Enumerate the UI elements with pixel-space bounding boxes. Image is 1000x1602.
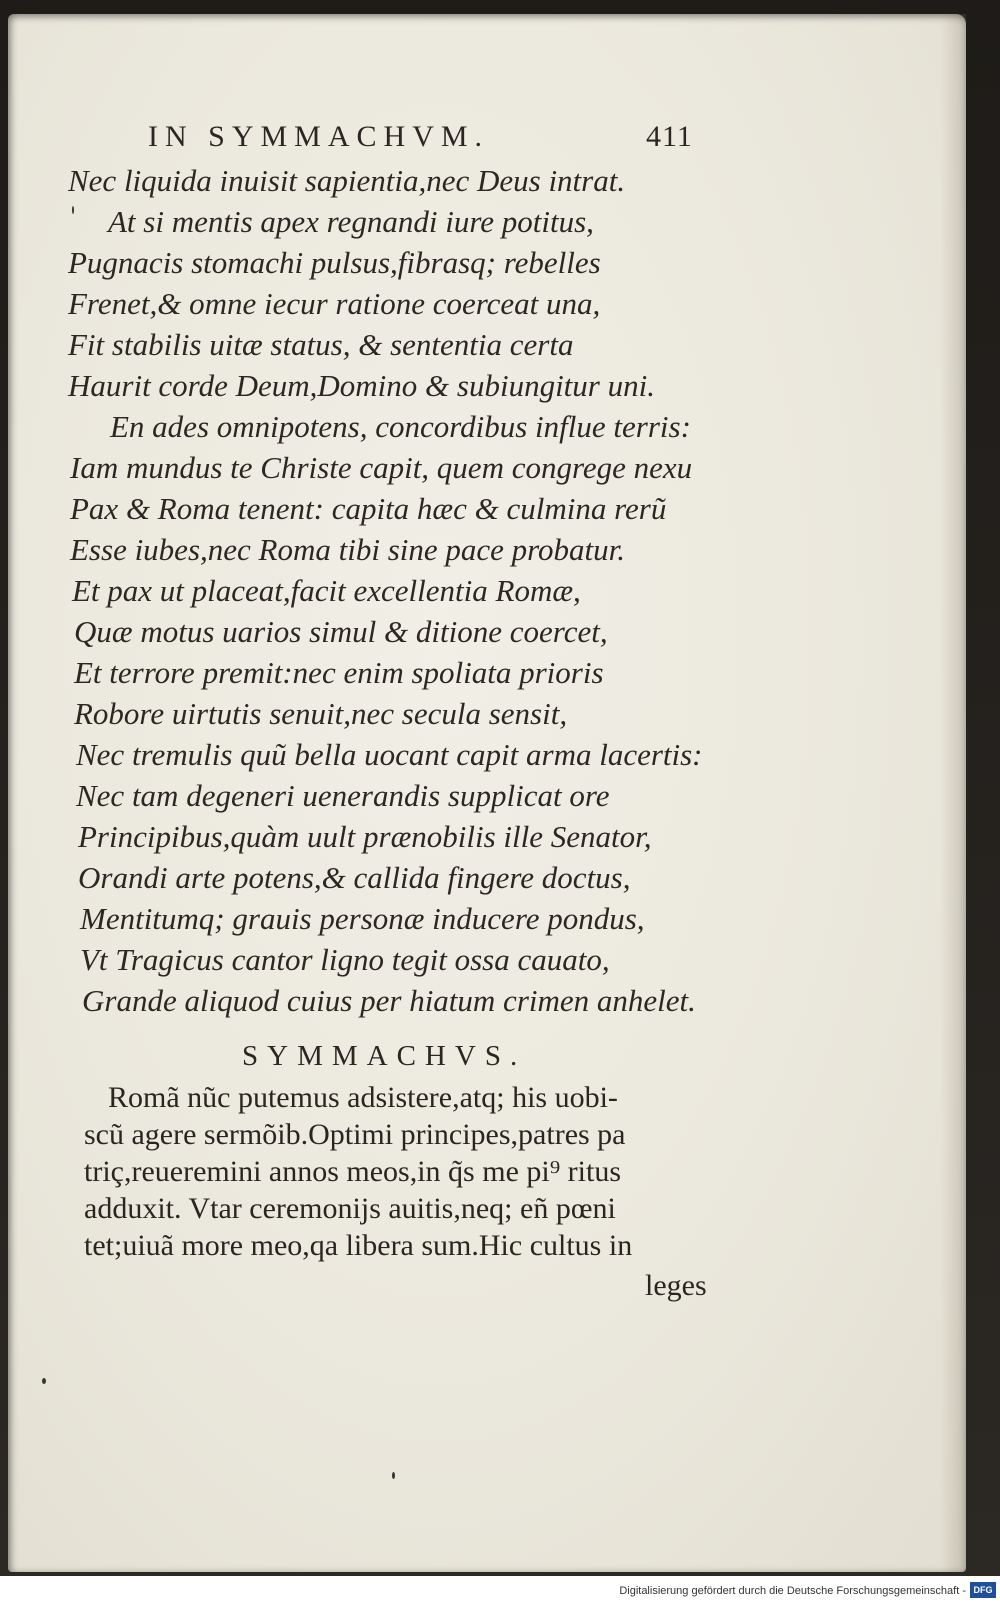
page-number: 411: [646, 120, 693, 153]
verse-line: Frenet,& omne iecur ratione coerceat una,: [68, 286, 601, 321]
verse-line: Orandi arte potens,& callida fingere doctus,: [78, 860, 631, 895]
verse-line: Nec liquida inuisit sapientia,nec Deus intrat.: [68, 163, 626, 198]
prose-line: adduxit. Vtar ceremonijs auitis,neq; eñ pœni: [84, 1192, 616, 1225]
verse-line: Quæ motus uarios simul & ditione coercet,: [74, 614, 608, 649]
ink-speck: [42, 1378, 46, 1384]
prose-line: tet;uiuã more meo,qa libera sum.Hic cultus in: [84, 1229, 633, 1262]
prose-line: Romã nũc putemus adsistere,atq; his uobi-: [108, 1081, 618, 1114]
catchword: leges: [645, 1269, 707, 1302]
verse-line: Vt Tragicus cantor ligno tegit ossa cauato,: [80, 942, 610, 977]
ink-speck: [72, 206, 74, 214]
running-head-title: IN SYMMACHVM.: [148, 120, 490, 153]
verse-line: Iam mundus te Christe capit, quem congrege nexu: [70, 450, 693, 485]
prose-line: scũ agere sermõib.Optimi principes,patres pa: [84, 1118, 626, 1151]
verse-line: Nec tam degeneri uenerandis supplicat ore: [76, 778, 610, 813]
verse-line: Mentitumq; grauis personæ inducere pondus,: [80, 901, 645, 936]
verse-line: Pax & Roma tenent: capita hæc & culmina rerũ: [70, 491, 667, 526]
verse-line: Haurit corde Deum,Domino & subiungitur uni.: [68, 368, 655, 403]
verse-line: Robore uirtutis senuit,nec secula sensit,: [74, 696, 568, 731]
section-heading: SYMMACHVS.: [242, 1040, 527, 1072]
dfg-logo[interactable]: DFG: [970, 1582, 996, 1598]
verse-line: En ades omnipotens, concordibus influe terris:: [110, 409, 691, 444]
page-edge-shadow: [940, 14, 966, 1572]
verse-line: At si mentis apex regnandi iure potitus,: [108, 204, 594, 239]
ink-speck: [392, 1472, 395, 1479]
verse-line: Et terrore premit:nec enim spoliata prioris: [74, 655, 604, 690]
prose-line: triç,reueremini annos meos,in q̃s me pi⁹ ritus: [84, 1155, 622, 1188]
verse-line: Principibus,quàm uult prænobilis ille Senator,: [78, 819, 652, 854]
footer-bar: [0, 1576, 1000, 1602]
verse-line: Nec tremulis quũ bella uocant capit arma lacertis:: [76, 737, 703, 772]
verse-line: Fit stabilis uitæ status, & sententia certa: [68, 327, 574, 362]
verse-line: Pugnacis stomachi pulsus,fibrasq; rebelles: [68, 245, 601, 280]
verse-line: Esse iubes,nec Roma tibi sine pace probatur.: [70, 532, 626, 567]
verse-line: Grande aliquod cuius per hiatum crimen anhelet.: [82, 983, 696, 1018]
verse-line: Et pax ut placeat,facit excellentia Romæ,: [72, 573, 581, 608]
digitization-credit: Digitalisierung gefördert durch die Deutsche Forschungsgemeinschaft -: [619, 1585, 966, 1597]
